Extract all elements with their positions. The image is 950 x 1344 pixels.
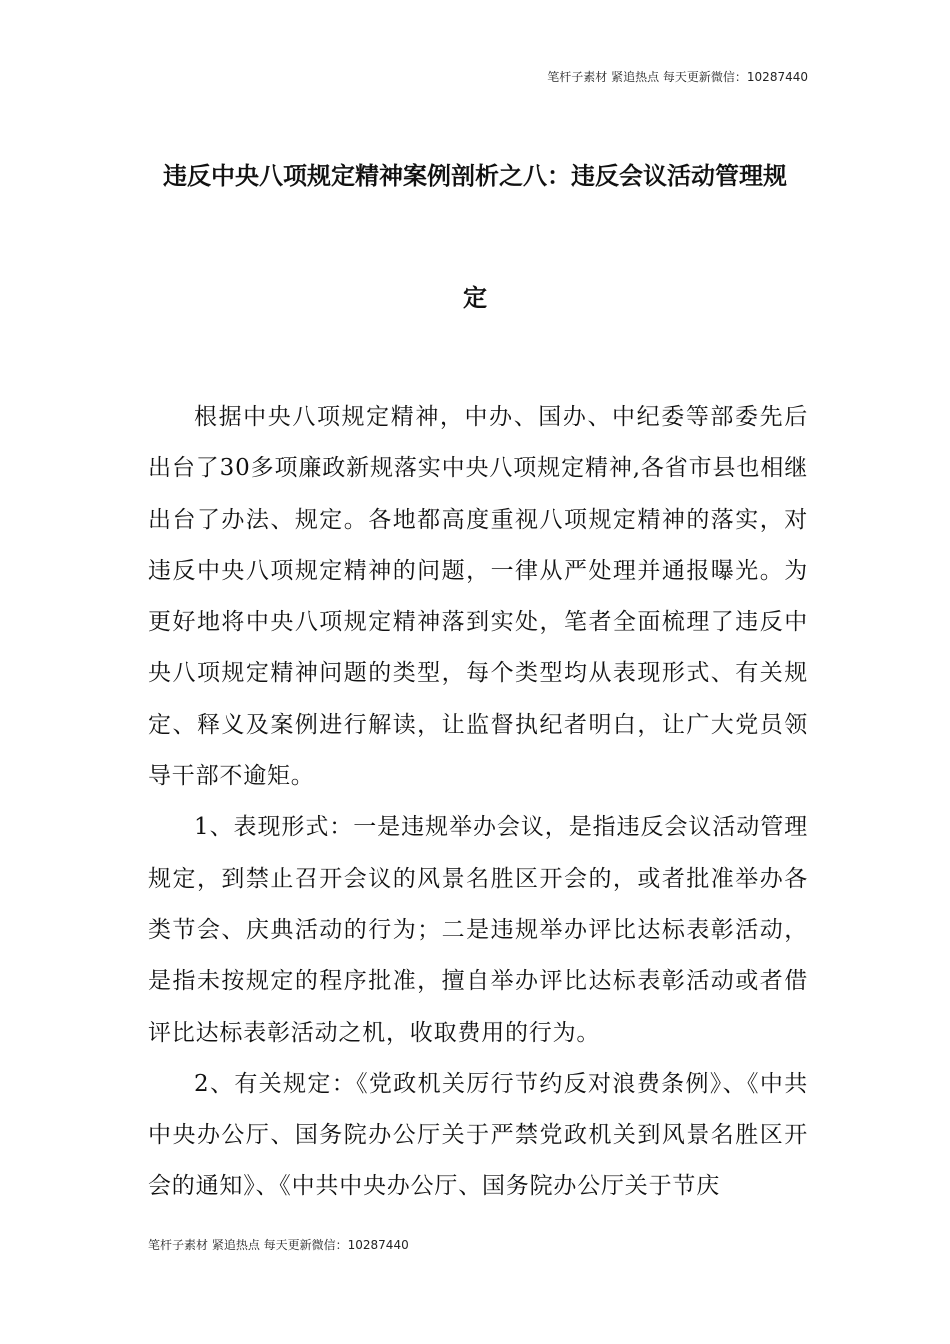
footer-note: 笔杆子素材 紧追热点 每天更新微信：10287440 <box>148 1238 409 1252</box>
document-title-line-2: 定 <box>463 284 487 312</box>
header-note: 笔杆子素材 紧追热点 每天更新微信：10287440 <box>547 70 808 84</box>
paragraph-regulations: 2、有关规定：《党政机关厉行节约反对浪费条例》、《中共中央办公厅、国务院办公厅关于严禁党政机关到风景名胜区开会的通知》、《中共中央办公厅、国务院办公厅关于节庆 <box>148 1070 808 1200</box>
paragraph-forms: 1、表现形式：一是违规举办会议，是指违反会议活动管理规定，到禁止召开会议的风景名胜区开会的，或者批准举办各类节会、庆典活动的行为；二是违规举办评比达标表彰活动，是指未按规定的程序批准，擅自举办评比达标表彰活动或者借评比达标表彰活动之机，收取费用的行为。 <box>148 814 808 1046</box>
document-title-line-1: 违反中央八项规定精神案例剖析之八：违反会议活动管理规 <box>163 162 787 190</box>
paragraph-intro: 根据中央八项规定精神，中办、国办、中纪委等部委先后出台了30多项廉政新规落实中央八项规定精神,各省市县也相继出台了办法、规定。各地都高度重视八项规定精神的落实，对违反中央八项规定精神的问题，一律从严处理并通报曝光。为更好地将中央八项规定精神落到实处，笔者全面梳理了违反中央八项规定精神问题的类型，每个类型均从表现形式、有关规定、释义及案例进行解读，让监督执纪者明白，让广大党员领导干部不逾矩。 <box>148 404 808 790</box>
document-body <box>148 392 808 1213</box>
